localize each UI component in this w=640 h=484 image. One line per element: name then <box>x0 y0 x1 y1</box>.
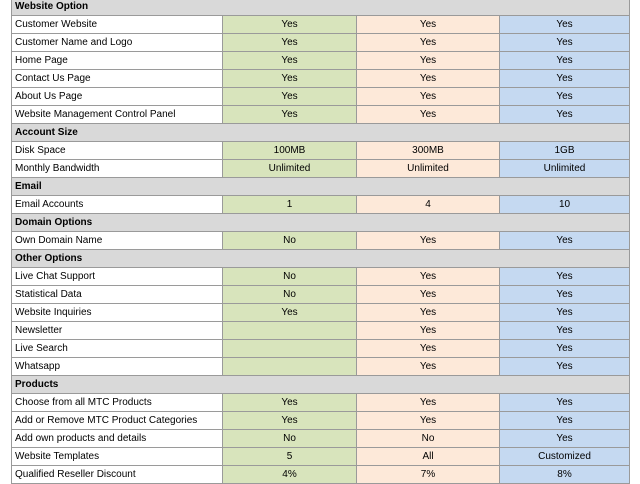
plan-2-value: Yes <box>357 304 500 322</box>
plan-3-value: Yes <box>500 106 630 124</box>
feature-label: Disk Space <box>11 142 223 160</box>
plan-2-value: Unlimited <box>357 160 500 178</box>
plan-2-value: 7% <box>357 466 500 484</box>
feature-label: Add own products and details <box>11 430 223 448</box>
plan-1-value <box>223 322 357 340</box>
plan-3-value: Yes <box>500 412 630 430</box>
feature-label: Website Templates <box>11 448 223 466</box>
plan-3-value: Unlimited <box>500 160 630 178</box>
plan-1-value: No <box>223 286 357 304</box>
feature-label: About Us Page <box>11 88 223 106</box>
section-title: Account Size <box>11 124 630 142</box>
plan-1-value: No <box>223 268 357 286</box>
plan-1-value: Yes <box>223 394 357 412</box>
plan-2-value: Yes <box>357 70 500 88</box>
table-row <box>0 106 640 124</box>
section-title: Products <box>11 376 630 394</box>
table-row <box>0 286 640 304</box>
table-row <box>0 358 640 376</box>
table-row <box>0 88 640 106</box>
plan-2-value: Yes <box>357 394 500 412</box>
plan-3-value: Customized <box>500 448 630 466</box>
feature-label: Statistical Data <box>11 286 223 304</box>
feature-label: Contact Us Page <box>11 70 223 88</box>
plan-1-value: Yes <box>223 106 357 124</box>
table-row <box>0 448 640 466</box>
table-row <box>0 52 640 70</box>
plan-1-value: Yes <box>223 52 357 70</box>
plan-1-value: 5 <box>223 448 357 466</box>
section-title: Domain Options <box>11 214 630 232</box>
plan-1-value: 1 <box>223 196 357 214</box>
section-title: Other Options <box>11 250 630 268</box>
plan-2-value: Yes <box>357 358 500 376</box>
table-row <box>0 232 640 250</box>
feature-label: Monthly Bandwidth <box>11 160 223 178</box>
plan-1-value: Unlimited <box>223 160 357 178</box>
section-title: Email <box>11 178 630 196</box>
plan-1-value: Yes <box>223 34 357 52</box>
plan-1-value: Yes <box>223 70 357 88</box>
plan-3-value: Yes <box>500 34 630 52</box>
plan-3-value: Yes <box>500 340 630 358</box>
plan-2-value: Yes <box>357 322 500 340</box>
plan-2-value: Yes <box>357 88 500 106</box>
plan-3-value: 8% <box>500 466 630 484</box>
feature-label: Qualified Reseller Discount <box>11 466 223 484</box>
plan-3-value: Yes <box>500 232 630 250</box>
plan-2-value: Yes <box>357 412 500 430</box>
section-header-row <box>0 124 640 142</box>
plan-3-value: Yes <box>500 70 630 88</box>
plan-3-value: Yes <box>500 304 630 322</box>
plan-2-value: Yes <box>357 16 500 34</box>
feature-label: Choose from all MTC Products <box>11 394 223 412</box>
table-row <box>0 412 640 430</box>
feature-label: Customer Website <box>11 16 223 34</box>
plan-3-value: Yes <box>500 430 630 448</box>
table-row <box>0 34 640 52</box>
feature-label: Website Management Control Panel <box>11 106 223 124</box>
plan-3-value: Yes <box>500 394 630 412</box>
feature-label: Website Inquiries <box>11 304 223 322</box>
plan-1-value: 4% <box>223 466 357 484</box>
plan-3-value: Yes <box>500 286 630 304</box>
table-row <box>0 304 640 322</box>
section-header-row <box>0 178 640 196</box>
feature-label: Live Chat Support <box>11 268 223 286</box>
section-title: Website Option <box>11 0 630 16</box>
plan-2-value: Yes <box>357 106 500 124</box>
plan-3-value: Yes <box>500 322 630 340</box>
plan-1-value: Yes <box>223 88 357 106</box>
plan-3-value: Yes <box>500 268 630 286</box>
section-header-row <box>0 214 640 232</box>
plan-2-value: 300MB <box>357 142 500 160</box>
plan-2-value: Yes <box>357 286 500 304</box>
feature-label: Newsletter <box>11 322 223 340</box>
table-row <box>0 160 640 178</box>
table-row <box>0 322 640 340</box>
section-header-row <box>0 376 640 394</box>
plan-1-value: Yes <box>223 16 357 34</box>
feature-label: Own Domain Name <box>11 232 223 250</box>
table-row <box>0 466 640 484</box>
plan-1-value: Yes <box>223 412 357 430</box>
plan-2-value: Yes <box>357 232 500 250</box>
plan-1-value: No <box>223 232 357 250</box>
plan-3-value: Yes <box>500 16 630 34</box>
plan-2-value: Yes <box>357 340 500 358</box>
plan-3-value: 1GB <box>500 142 630 160</box>
section-header-row <box>0 250 640 268</box>
table-row <box>0 430 640 448</box>
plan-2-value: Yes <box>357 34 500 52</box>
table-row <box>0 16 640 34</box>
table-row <box>0 268 640 286</box>
table-row <box>0 340 640 358</box>
plan-2-value: 4 <box>357 196 500 214</box>
table-row <box>0 394 640 412</box>
plan-3-value: Yes <box>500 88 630 106</box>
plan-2-value: Yes <box>357 268 500 286</box>
table-row <box>0 70 640 88</box>
plan-2-value: No <box>357 430 500 448</box>
plan-1-value: Yes <box>223 304 357 322</box>
feature-label: Home Page <box>11 52 223 70</box>
plan-3-value: Yes <box>500 52 630 70</box>
feature-label: Whatsapp <box>11 358 223 376</box>
plan-3-value: 10 <box>500 196 630 214</box>
plan-2-value: Yes <box>357 52 500 70</box>
feature-label: Add or Remove MTC Product Categories <box>11 412 223 430</box>
feature-label: Customer Name and Logo <box>11 34 223 52</box>
plan-2-value: All <box>357 448 500 466</box>
feature-label: Live Search <box>11 340 223 358</box>
table-row <box>0 196 640 214</box>
plan-1-value <box>223 340 357 358</box>
plan-1-value: No <box>223 430 357 448</box>
plan-1-value <box>223 358 357 376</box>
plan-3-value: Yes <box>500 358 630 376</box>
table-row <box>0 142 640 160</box>
section-header-row <box>0 0 640 16</box>
feature-label: Email Accounts <box>11 196 223 214</box>
plan-1-value: 100MB <box>223 142 357 160</box>
